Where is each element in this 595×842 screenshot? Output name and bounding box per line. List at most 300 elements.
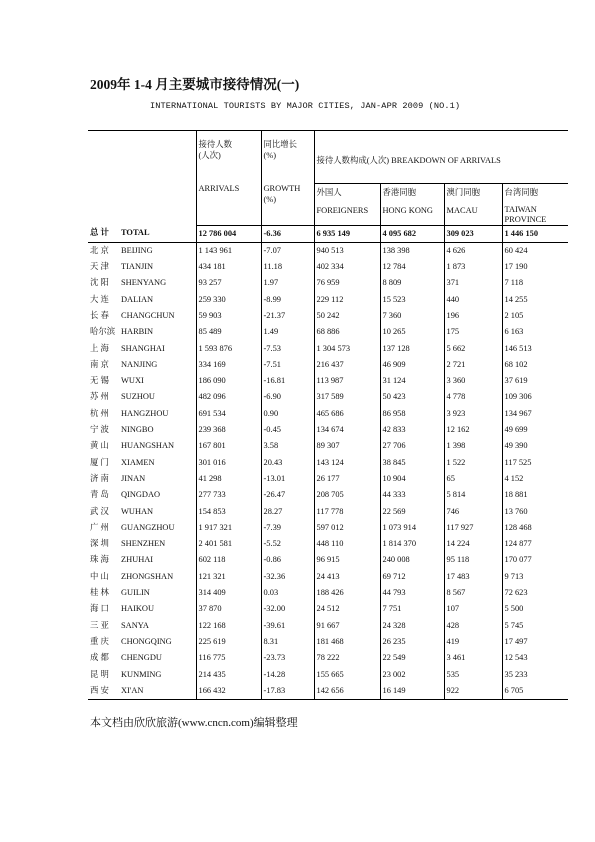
total-hk: 4 095 682 xyxy=(380,225,444,242)
growth-cell: 3.58 xyxy=(261,438,314,454)
foreigners-cell: 96 915 xyxy=(314,552,380,568)
table-row xyxy=(88,650,568,666)
city-name-en: JINAN xyxy=(121,473,146,483)
taiwan-cell: 5 745 xyxy=(502,618,568,634)
macau-cell: 535 xyxy=(444,667,502,683)
macau-header xyxy=(444,183,502,225)
growth-cell: -0.45 xyxy=(261,422,314,438)
macau-cell: 4 626 xyxy=(444,242,502,259)
city-header xyxy=(88,131,196,226)
growth-cell: 8.31 xyxy=(261,634,314,650)
macau-cell: 14 224 xyxy=(444,536,502,552)
total-row xyxy=(88,225,568,242)
arrivals-cell: 37 870 xyxy=(196,601,261,617)
taiwan-cell: 13 760 xyxy=(502,504,568,520)
growth-cell: -26.47 xyxy=(261,487,314,503)
arrivals-cell: 121 321 xyxy=(196,569,261,585)
taiwan-cell: 6 163 xyxy=(502,324,568,340)
foreigners-cell: 24 512 xyxy=(314,601,380,617)
taiwan-cell: 128 468 xyxy=(502,520,568,536)
foreigners-cell: 402 334 xyxy=(314,259,380,275)
city-cell xyxy=(88,650,196,666)
table-row xyxy=(88,520,568,536)
city-name-cn: 青 岛 xyxy=(90,490,109,500)
table-row xyxy=(88,683,568,700)
city-name-cn: 重 庆 xyxy=(90,636,109,646)
foreigners-header-en: FOREIGNERS xyxy=(316,205,369,215)
breakdown-header: 接待人数构成(人次) BREAKDOWN OF ARRIVALS xyxy=(314,131,568,184)
taiwan-cell: 109 306 xyxy=(502,389,568,405)
arrivals-cell: 434 181 xyxy=(196,259,261,275)
growth-header-en-text: GROWTH (%) xyxy=(263,184,301,204)
arrivals-cell: 186 090 xyxy=(196,373,261,389)
hk-cell: 138 398 xyxy=(380,242,444,259)
arrivals-cell: 93 257 xyxy=(196,275,261,291)
foreigners-cell: 448 110 xyxy=(314,536,380,552)
hk-cell: 23 002 xyxy=(380,667,444,683)
hk-header-en: HONG KONG xyxy=(382,205,433,215)
arrivals-cell: 116 775 xyxy=(196,650,261,666)
foreigners-cell: 940 513 xyxy=(314,242,380,259)
foreigners-cell: 142 656 xyxy=(314,683,380,700)
city-name-cn: 三 亚 xyxy=(90,620,109,630)
arrivals-header-cn xyxy=(196,131,261,184)
city-name-cn: 成 都 xyxy=(90,653,109,663)
taiwan-cell: 37 619 xyxy=(502,373,568,389)
growth-cell: -6.90 xyxy=(261,389,314,405)
macau-cell: 440 xyxy=(444,292,502,308)
taiwan-cell: 60 424 xyxy=(502,242,568,259)
page-title: 2009年 1-4 月主要城市接待情况(一) xyxy=(90,77,300,92)
arrivals-cell: 334 169 xyxy=(196,357,261,373)
city-cell xyxy=(88,406,196,422)
macau-cell: 3 923 xyxy=(444,406,502,422)
hk-cell: 137 128 xyxy=(380,341,444,357)
taiwan-cell: 49 390 xyxy=(502,438,568,454)
city-name-cn: 珠 海 xyxy=(90,555,109,565)
macau-cell: 5 662 xyxy=(444,341,502,357)
macau-cell: 5 814 xyxy=(444,487,502,503)
macau-cell: 196 xyxy=(444,308,502,324)
taiwan-cell: 4 152 xyxy=(502,471,568,487)
hk-header xyxy=(380,183,444,225)
total-taiwan: 1 446 150 xyxy=(502,225,568,242)
growth-cell: 0.03 xyxy=(261,585,314,601)
city-cell xyxy=(88,242,196,259)
foreigners-cell: 76 959 xyxy=(314,275,380,291)
taiwan-cell: 124 877 xyxy=(502,536,568,552)
hk-cell: 8 809 xyxy=(380,275,444,291)
macau-cell: 3 360 xyxy=(444,373,502,389)
table-row xyxy=(88,601,568,617)
growth-cell: -7.39 xyxy=(261,520,314,536)
growth-cell: 1.97 xyxy=(261,275,314,291)
city-name-en: WUHAN xyxy=(121,506,154,516)
footer-note: 本文档由欣欣旅游(www.cncn.com)编辑整理 xyxy=(90,717,298,729)
macau-cell: 1 522 xyxy=(444,455,502,471)
total-foreigners: 6 935 149 xyxy=(314,225,380,242)
city-cell xyxy=(88,259,196,275)
city-name-en: CHANGCHUN xyxy=(121,310,175,320)
city-cell xyxy=(88,292,196,308)
macau-cell: 117 927 xyxy=(444,520,502,536)
growth-cell: 11.18 xyxy=(261,259,314,275)
city-name-en: HAIKOU xyxy=(121,604,155,614)
arrivals-header-en: ARRIVALS xyxy=(196,183,261,225)
hk-cell: 31 124 xyxy=(380,373,444,389)
growth-cell: -32.36 xyxy=(261,569,314,585)
city-name-cn: 上 海 xyxy=(90,343,109,353)
city-name-cn: 广 州 xyxy=(90,522,109,532)
city-name-en: DALIAN xyxy=(121,294,154,304)
city-name-en: WUXI xyxy=(121,376,144,386)
taiwan-header xyxy=(502,183,568,225)
city-name-en: NANJING xyxy=(121,359,158,369)
city-cell xyxy=(88,357,196,373)
table-row xyxy=(88,569,568,585)
foreigners-cell: 188 426 xyxy=(314,585,380,601)
taiwan-cell: 6 705 xyxy=(502,683,568,700)
foreigners-cell: 155 665 xyxy=(314,667,380,683)
arrivals-cell: 41 298 xyxy=(196,471,261,487)
arrivals-cell: 259 330 xyxy=(196,292,261,308)
macau-cell: 922 xyxy=(444,683,502,700)
growth-cell: 1.49 xyxy=(261,324,314,340)
city-name-cn: 宁 波 xyxy=(90,425,109,435)
hk-cell: 38 845 xyxy=(380,455,444,471)
city-cell xyxy=(88,471,196,487)
growth-cell: 28.27 xyxy=(261,504,314,520)
city-cell xyxy=(88,552,196,568)
foreigners-cell: 134 674 xyxy=(314,422,380,438)
hk-cell: 42 833 xyxy=(380,422,444,438)
table-row xyxy=(88,585,568,601)
city-name-cn: 济 南 xyxy=(90,473,109,483)
city-cell xyxy=(88,667,196,683)
macau-cell: 12 162 xyxy=(444,422,502,438)
macau-cell: 17 483 xyxy=(444,569,502,585)
city-name-en: SHENYANG xyxy=(121,278,167,288)
table-row xyxy=(88,308,568,324)
city-name-cn: 苏 州 xyxy=(90,392,109,402)
taiwan-cell: 49 699 xyxy=(502,422,568,438)
total-arrivals: 12 786 004 xyxy=(196,225,261,242)
growth-cell: -32.00 xyxy=(261,601,314,617)
city-cell xyxy=(88,601,196,617)
city-cell xyxy=(88,422,196,438)
arrivals-cell: 239 368 xyxy=(196,422,261,438)
arrivals-cell: 277 733 xyxy=(196,487,261,503)
table-row xyxy=(88,634,568,650)
city-name-en: HANGZHOU xyxy=(121,408,169,418)
arrivals-cell: 122 168 xyxy=(196,618,261,634)
taiwan-cell: 146 513 xyxy=(502,341,568,357)
macau-cell: 4 778 xyxy=(444,389,502,405)
table-row xyxy=(88,438,568,454)
foreigners-cell: 181 468 xyxy=(314,634,380,650)
hk-cell: 26 235 xyxy=(380,634,444,650)
arrivals-cell: 1 593 876 xyxy=(196,341,261,357)
city-name-cn: 海 口 xyxy=(90,604,109,614)
hk-cell: 240 008 xyxy=(380,552,444,568)
growth-header-cn xyxy=(261,131,314,184)
city-cell xyxy=(88,683,196,700)
foreigners-cell: 50 242 xyxy=(314,308,380,324)
table-row xyxy=(88,422,568,438)
foreigners-cell: 465 686 xyxy=(314,406,380,422)
taiwan-cell: 17 497 xyxy=(502,634,568,650)
city-name-cn: 昆 明 xyxy=(90,669,109,679)
arrivals-cell: 482 096 xyxy=(196,389,261,405)
growth-cell: 20.43 xyxy=(261,455,314,471)
foreigners-cell: 24 413 xyxy=(314,569,380,585)
city-cell xyxy=(88,487,196,503)
table-row xyxy=(88,487,568,503)
hk-cell: 24 328 xyxy=(380,618,444,634)
growth-cell: -16.81 xyxy=(261,373,314,389)
growth-cell: -7.07 xyxy=(261,242,314,259)
hk-cell: 7 751 xyxy=(380,601,444,617)
foreigners-cell: 117 778 xyxy=(314,504,380,520)
macau-cell: 428 xyxy=(444,618,502,634)
city-name-cn: 哈尔滨 xyxy=(90,327,116,337)
city-cell xyxy=(88,569,196,585)
table-row xyxy=(88,341,568,357)
city-name-cn: 桂 林 xyxy=(90,588,109,598)
foreigners-cell: 1 304 573 xyxy=(314,341,380,357)
hk-header-cn: 香港同胞 xyxy=(382,187,416,197)
hk-cell: 7 360 xyxy=(380,308,444,324)
taiwan-cell: 5 500 xyxy=(502,601,568,617)
growth-cell: -13.01 xyxy=(261,471,314,487)
macau-cell: 371 xyxy=(444,275,502,291)
hk-cell: 22 549 xyxy=(380,650,444,666)
city-cell xyxy=(88,275,196,291)
macau-header-cn: 澳门同胞 xyxy=(446,187,480,197)
foreigners-cell: 216 437 xyxy=(314,357,380,373)
city-name-en: SANYA xyxy=(121,620,149,630)
growth-cell: -7.51 xyxy=(261,357,314,373)
macau-cell: 746 xyxy=(444,504,502,520)
hk-cell: 15 523 xyxy=(380,292,444,308)
growth-cell: -17.83 xyxy=(261,683,314,700)
city-name-en: SHANGHAI xyxy=(121,343,165,353)
city-cell xyxy=(88,373,196,389)
foreigners-cell: 26 177 xyxy=(314,471,380,487)
table-row xyxy=(88,292,568,308)
city-name-en: GUANGZHOU xyxy=(121,522,175,532)
arrivals-cell: 314 409 xyxy=(196,585,261,601)
arrivals-cell: 2 401 581 xyxy=(196,536,261,552)
table-row xyxy=(88,667,568,683)
table-row xyxy=(88,504,568,520)
city-name-en: XI'AN xyxy=(121,685,144,695)
hk-cell: 16 149 xyxy=(380,683,444,700)
growth-cell: -23.73 xyxy=(261,650,314,666)
foreigners-header-cn: 外国人 xyxy=(316,187,342,197)
foreigners-cell: 89 307 xyxy=(314,438,380,454)
city-cell xyxy=(88,536,196,552)
city-cell xyxy=(88,324,196,340)
foreigners-cell: 317 589 xyxy=(314,389,380,405)
hk-cell: 50 423 xyxy=(380,389,444,405)
growth-cell: -7.53 xyxy=(261,341,314,357)
city-cell xyxy=(88,634,196,650)
table-row xyxy=(88,552,568,568)
growth-cell: 0.90 xyxy=(261,406,314,422)
table-row xyxy=(88,259,568,275)
table-row xyxy=(88,389,568,405)
macau-cell: 1 873 xyxy=(444,259,502,275)
macau-cell: 8 567 xyxy=(444,585,502,601)
taiwan-cell: 14 255 xyxy=(502,292,568,308)
foreigners-cell: 91 667 xyxy=(314,618,380,634)
city-cell xyxy=(88,504,196,520)
city-name-cn: 深 圳 xyxy=(90,539,109,549)
city-name-cn: 武 汉 xyxy=(90,506,109,516)
macau-cell: 2 721 xyxy=(444,357,502,373)
city-name-cn: 无 锡 xyxy=(90,376,109,386)
city-name-en: XIAMEN xyxy=(121,457,155,467)
taiwan-cell: 134 967 xyxy=(502,406,568,422)
arrivals-header-cn-text: 接待人数 (人次) xyxy=(198,140,232,160)
table-row xyxy=(88,406,568,422)
growth-cell: -21.37 xyxy=(261,308,314,324)
city-name-cn: 大 连 xyxy=(90,294,109,304)
taiwan-header-en: TAIWAN PROVINCE xyxy=(504,204,547,224)
growth-header-en xyxy=(261,183,314,225)
city-name-cn: 北 京 xyxy=(90,245,109,255)
hk-cell: 22 569 xyxy=(380,504,444,520)
city-name-en: GUILIN xyxy=(121,588,150,598)
city-cell xyxy=(88,618,196,634)
arrivals-cell: 225 619 xyxy=(196,634,261,650)
table-row xyxy=(88,455,568,471)
taiwan-cell: 17 190 xyxy=(502,259,568,275)
foreigners-cell: 68 886 xyxy=(314,324,380,340)
arrivals-cell: 166 432 xyxy=(196,683,261,700)
arrivals-cell: 602 118 xyxy=(196,552,261,568)
hk-cell: 1 073 914 xyxy=(380,520,444,536)
hk-cell: 10 904 xyxy=(380,471,444,487)
macau-cell: 95 118 xyxy=(444,552,502,568)
total-city xyxy=(88,225,196,242)
arrivals-cell: 691 534 xyxy=(196,406,261,422)
city-name-en: SHENZHEN xyxy=(121,539,166,549)
arrivals-cell: 1 917 321 xyxy=(196,520,261,536)
taiwan-cell: 9 713 xyxy=(502,569,568,585)
foreigners-cell: 113 987 xyxy=(314,373,380,389)
city-cell xyxy=(88,308,196,324)
macau-cell: 107 xyxy=(444,601,502,617)
city-name-cn: 长 春 xyxy=(90,310,109,320)
page-subtitle: INTERNATIONAL TOURISTS BY MAJOR CITIES, JAN-APR 2009 (NO.1) xyxy=(150,101,461,111)
city-name-cn: 杭 州 xyxy=(90,408,109,418)
table-row xyxy=(88,357,568,373)
hk-cell: 46 909 xyxy=(380,357,444,373)
taiwan-cell: 72 623 xyxy=(502,585,568,601)
hk-cell: 44 333 xyxy=(380,487,444,503)
city-name-cn: 中 山 xyxy=(90,571,109,581)
city-cell xyxy=(88,585,196,601)
city-name-en: TIANJIN xyxy=(121,262,154,272)
arrivals-cell: 214 435 xyxy=(196,667,261,683)
city-name-en: CHONGQING xyxy=(121,636,172,646)
city-name-cn: 西 安 xyxy=(90,685,109,695)
hk-cell: 86 958 xyxy=(380,406,444,422)
taiwan-cell: 18 881 xyxy=(502,487,568,503)
growth-cell: -14.28 xyxy=(261,667,314,683)
foreigners-cell: 143 124 xyxy=(314,455,380,471)
hk-cell: 10 265 xyxy=(380,324,444,340)
arrivals-cell: 1 143 961 xyxy=(196,242,261,259)
table-row xyxy=(88,242,568,259)
table-row xyxy=(88,373,568,389)
city-cell xyxy=(88,341,196,357)
taiwan-cell: 117 525 xyxy=(502,455,568,471)
growth-cell: -8.99 xyxy=(261,292,314,308)
taiwan-cell: 2 105 xyxy=(502,308,568,324)
table-row xyxy=(88,471,568,487)
hk-cell: 27 706 xyxy=(380,438,444,454)
city-name-en: HUANGSHAN xyxy=(121,441,175,451)
foreigners-header xyxy=(314,183,380,225)
arrivals-cell: 59 903 xyxy=(196,308,261,324)
macau-cell: 419 xyxy=(444,634,502,650)
city-cell xyxy=(88,438,196,454)
foreigners-cell: 78 222 xyxy=(314,650,380,666)
city-name-en: QINGDAO xyxy=(121,490,161,500)
taiwan-cell: 35 233 xyxy=(502,667,568,683)
arrivals-cell: 85 489 xyxy=(196,324,261,340)
total-city-cn: 总 计 xyxy=(90,228,109,238)
macau-cell: 3 461 xyxy=(444,650,502,666)
foreigners-cell: 208 705 xyxy=(314,487,380,503)
foreigners-cell: 229 112 xyxy=(314,292,380,308)
city-name-en: NINGBO xyxy=(121,425,154,435)
hk-cell: 44 793 xyxy=(380,585,444,601)
city-name-en: CHENGDU xyxy=(121,653,162,663)
arrivals-table xyxy=(88,130,568,700)
city-name-cn: 沈 阳 xyxy=(90,278,109,288)
growth-header-cn-text: 同比增长 (%) xyxy=(263,140,297,160)
macau-cell: 175 xyxy=(444,324,502,340)
macau-cell: 65 xyxy=(444,471,502,487)
city-cell xyxy=(88,455,196,471)
total-city-en: TOTAL xyxy=(121,228,150,238)
taiwan-cell: 7 118 xyxy=(502,275,568,291)
city-name-en: HARBIN xyxy=(121,327,154,337)
macau-header-en: MACAU xyxy=(446,205,478,215)
table-row xyxy=(88,536,568,552)
city-name-en: ZHONGSHAN xyxy=(121,571,174,581)
arrivals-cell: 167 801 xyxy=(196,438,261,454)
city-name-cn: 天 津 xyxy=(90,262,109,272)
city-name-en: BEIJING xyxy=(121,245,153,255)
city-name-en: KUNMING xyxy=(121,669,162,679)
table-row xyxy=(88,618,568,634)
table-row xyxy=(88,324,568,340)
hk-cell: 69 712 xyxy=(380,569,444,585)
arrivals-cell: 301 016 xyxy=(196,455,261,471)
taiwan-cell: 170 077 xyxy=(502,552,568,568)
total-macau: 309 023 xyxy=(444,225,502,242)
table-row xyxy=(88,275,568,291)
macau-cell: 1 398 xyxy=(444,438,502,454)
city-name-en: SUZHOU xyxy=(121,392,155,402)
hk-cell: 1 814 370 xyxy=(380,536,444,552)
taiwan-cell: 12 543 xyxy=(502,650,568,666)
